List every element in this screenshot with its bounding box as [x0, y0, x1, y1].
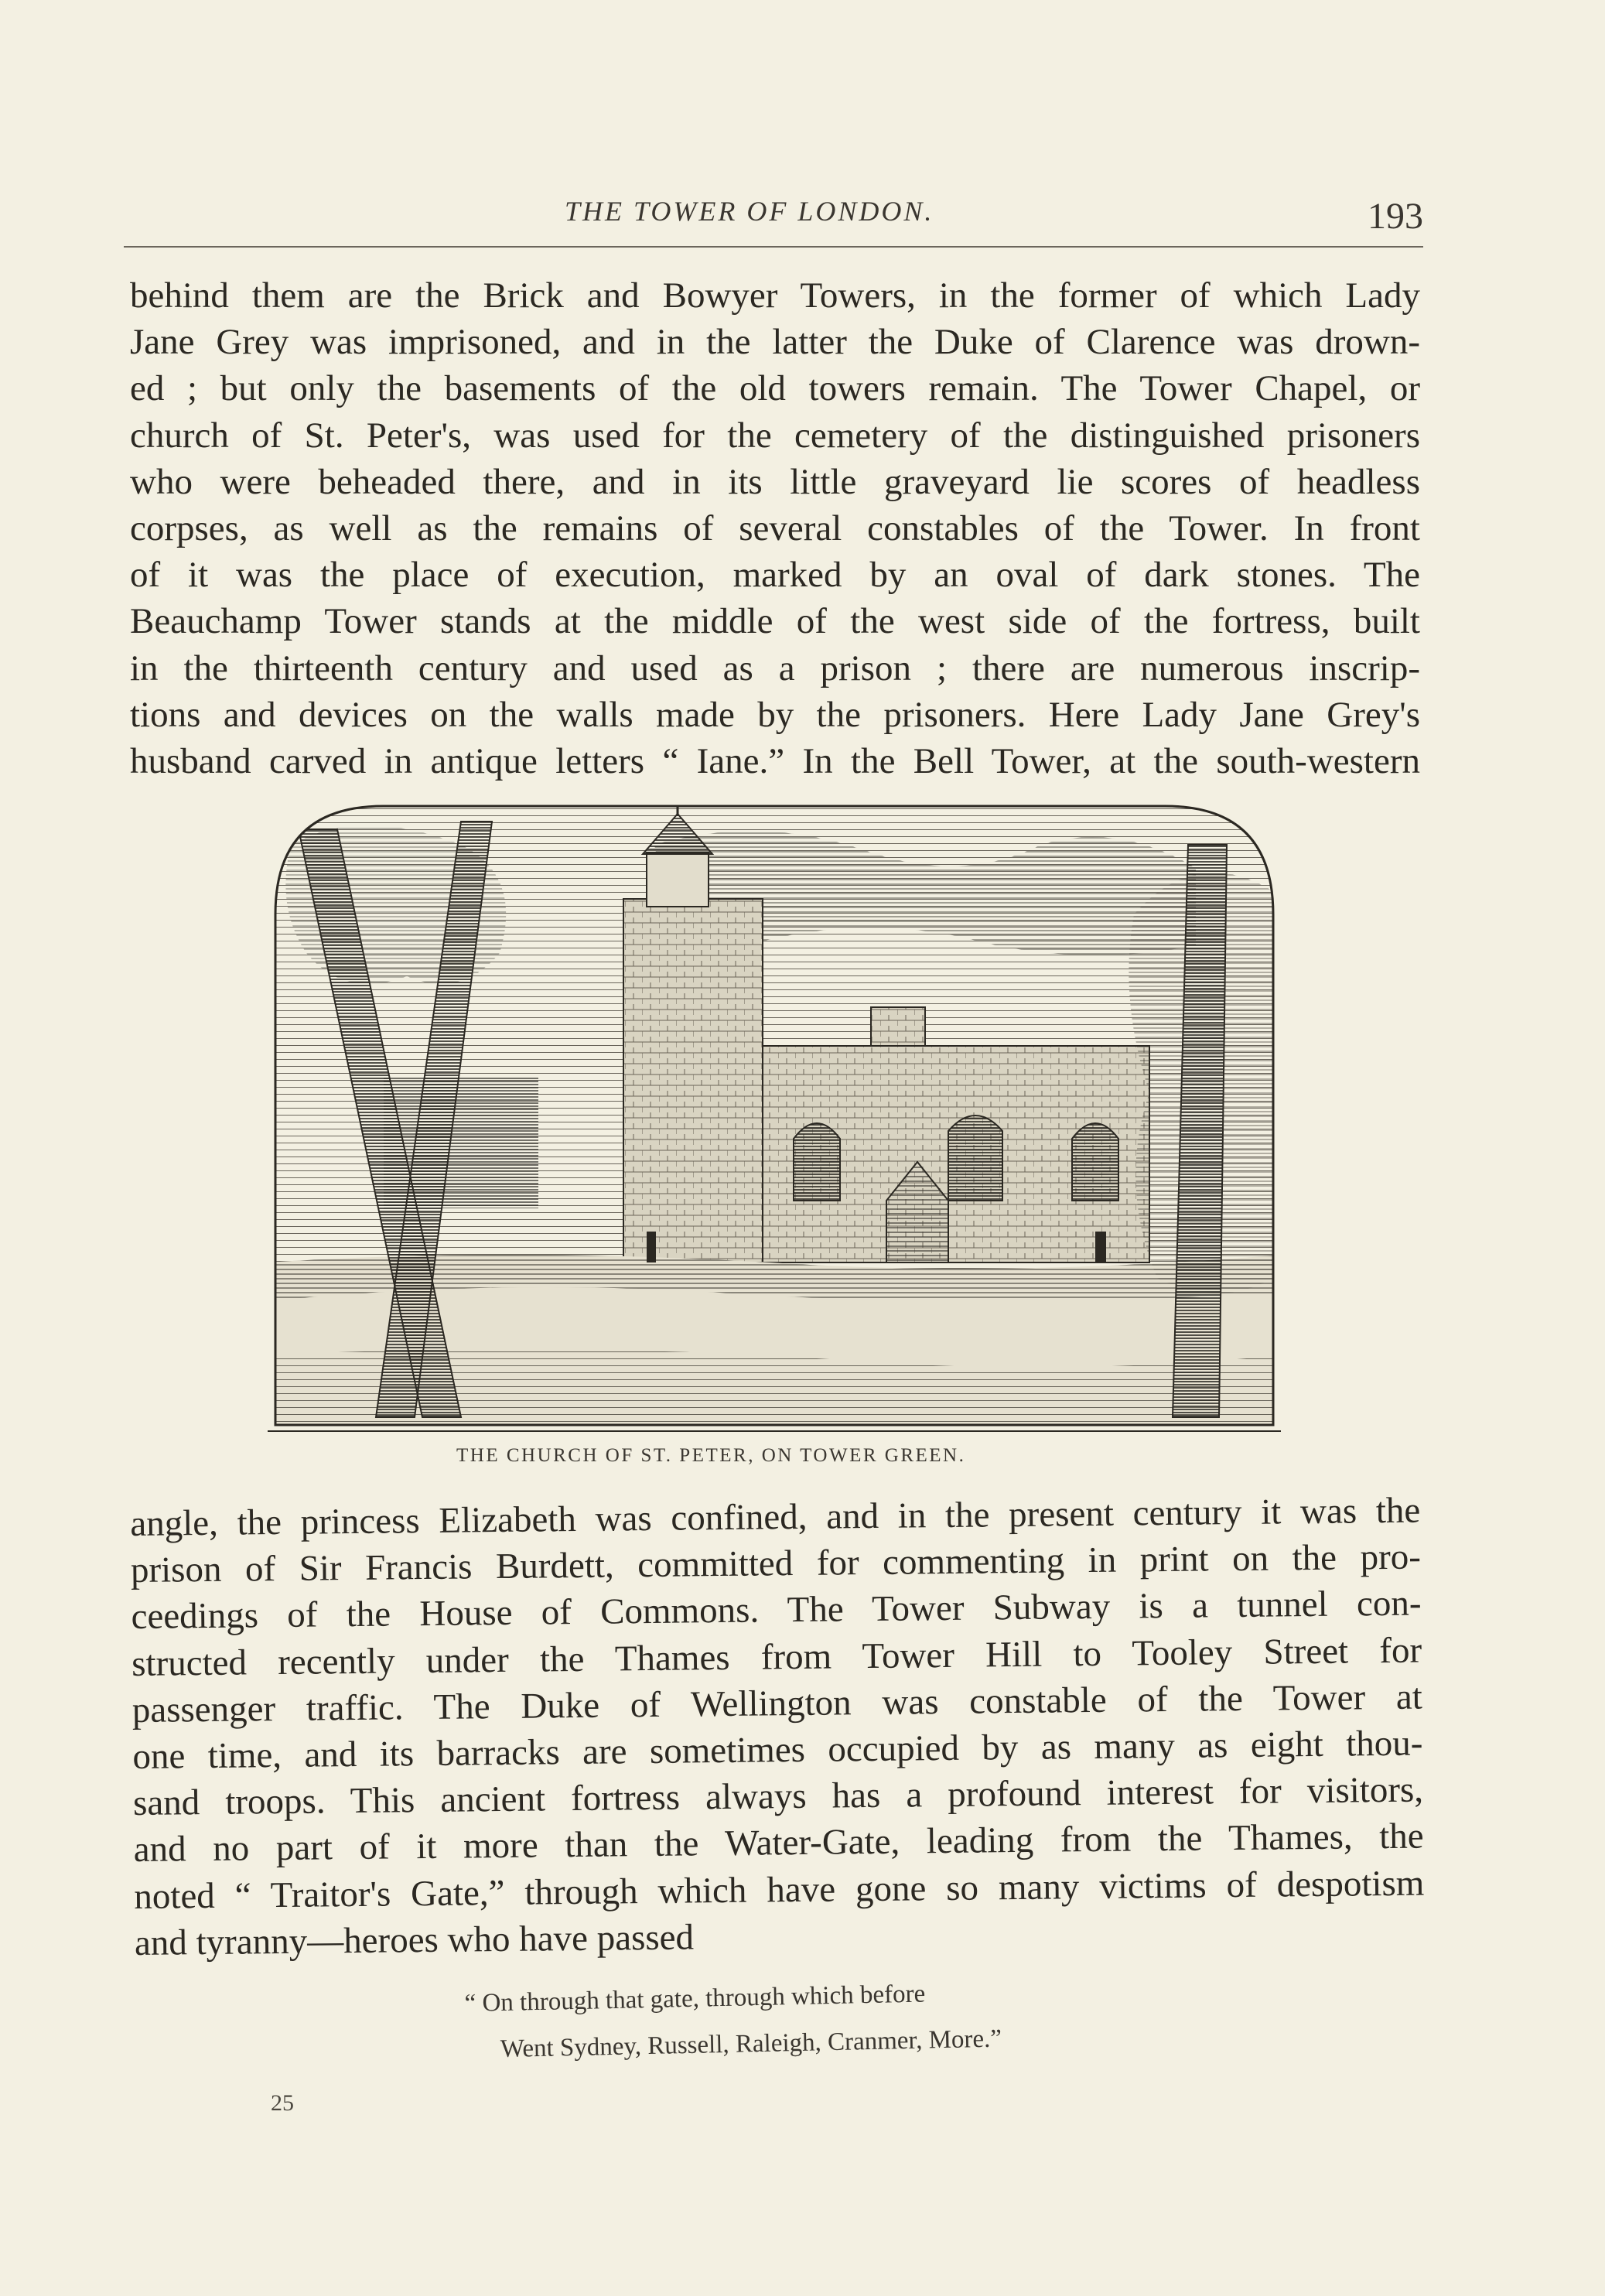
running-title: THE TOWER OF LONDON. [565, 196, 934, 227]
paragraph-2 [130, 1488, 1425, 1966]
verse-quotation [464, 1966, 1162, 2073]
page-number: 193 [1368, 196, 1423, 237]
text-line: prison of Sir Francis Burdett, committed for commenting in print on the pro- [130, 1536, 1422, 1591]
text-line: corpses, as well as the remains of several constables of the Tower. In front [130, 508, 1420, 549]
text-line: in the thirteenth century and used as a prison ; there are numerous inscrip- [130, 647, 1420, 688]
text-line: ed ; but only the basements of the old towers remain. The Tower Chapel, or [130, 368, 1420, 409]
running-head [124, 193, 1423, 240]
text-line: church of St. Peter's, was used for the cemetery of the distinguished prisoners [130, 415, 1420, 456]
text-line: noted “ Traitor's Gate,” through which have gone so many victims of despotism [134, 1863, 1425, 1917]
text-line: sand troops. This ancient fortress always has a profound interest for visitors, [132, 1769, 1424, 1824]
text-line: and tyranny—heroes who have passed [134, 1917, 695, 1963]
quote-line: “ On through that gate, through which before [464, 1980, 926, 2018]
text-line: passenger traffic. The Duke of Wellington was constable of the Tower at [131, 1676, 1423, 1731]
text-line: behind them are the Brick and Bowyer Towers, in the former of which Lady [130, 275, 1420, 316]
text-line: tions and devices on the walls made by the prisoners. Here Lady Jane Grey's [130, 694, 1420, 735]
text-line: structed recently under the Thames from Tower Hill to Tooley Street for [131, 1630, 1422, 1684]
text-line: and no part of it more than the Water-Gate, leading from the Thames, the [133, 1816, 1424, 1871]
text-line: of it was the place of execution, marked by an oval of dark stones. The [130, 555, 1420, 596]
engraving-church-of-st-peter [268, 798, 1281, 1433]
signature-mark: 25 [271, 2090, 294, 2116]
text-line: one time, and its barracks are sometimes occupied by as many as eight thou- [132, 1723, 1423, 1777]
text-line: angle, the princess Elizabeth was confined, and in the present century it was the [130, 1490, 1421, 1544]
paragraph-1 [130, 272, 1420, 784]
quote-line: Went Sydney, Russell, Raleigh, Cranmer, More.” [500, 2024, 1002, 2064]
header-rule [124, 246, 1423, 248]
text-line: husband carved in antique letters “ Iane.” In the Bell Tower, at the south-western [130, 741, 1420, 782]
text-line: who were beheaded there, and in its little graveyard lie scores of headless [130, 461, 1420, 502]
text-line: Jane Grey was imprisoned, and in the latter the Duke of Clarence was drown- [130, 322, 1420, 363]
text-line: Beauchamp Tower stands at the middle of the west side of the fortress, built [130, 601, 1420, 642]
figure-caption: THE CHURCH OF ST. PETER, ON TOWER GREEN. [456, 1445, 966, 1466]
text-line: ceedings of the House of Commons. The Tower Subway is a tunnel con- [131, 1583, 1422, 1638]
